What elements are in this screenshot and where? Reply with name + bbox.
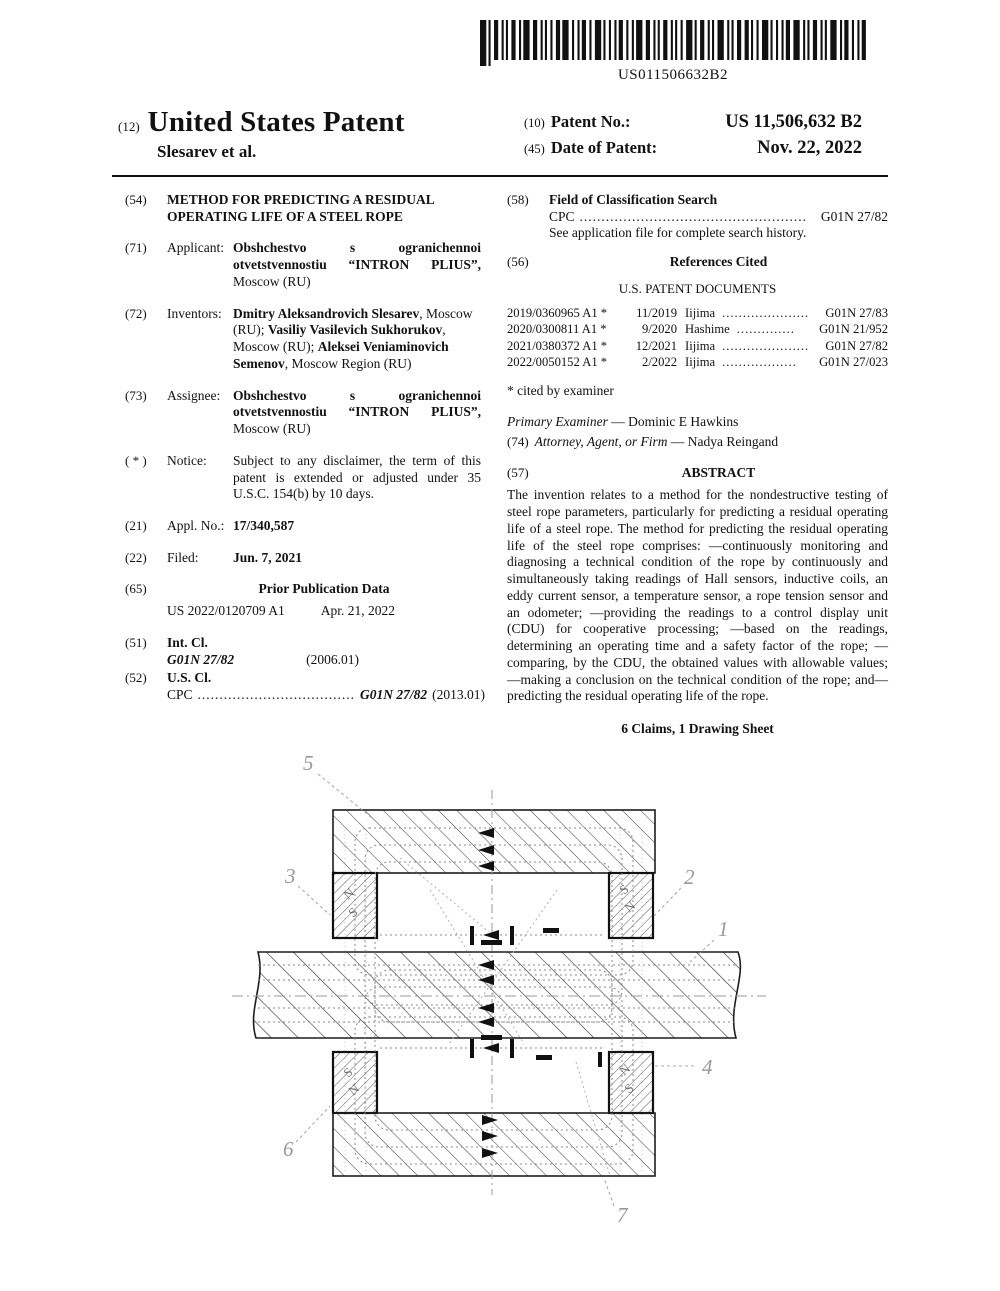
- abstract-text: The invention relates to a method for the nondestructive testing of steel rope parameters, particularly for predicting a residual operating life of a steel rope. The method for predicting the residual operating life of the steel rope comprises: —continuously monitoring and diagnosing a technical condition of the rope by continuously and simultaneously taking readings of Hall sensors, inductive coils, an eddy current sensor, a temperature sensor, a rope tension sensor and an odometer; —providing the readings to a control display unit (CDU) for cooperative processing; —based on the readings, determining an operating time and a safety factor of the rope; —comparing, by the CDU, the obtained values with allowable values; —making a conclusion on the technical condition of the rope; and—predicting the residual operating life of the rope.: [507, 487, 888, 704]
- prior-pub-date: Apr. 21, 2022: [320, 603, 396, 619]
- header-rule: [112, 175, 888, 177]
- prior-pub-row: [167, 603, 481, 620]
- left-column: [125, 192, 486, 738]
- pole-letter: S: [340, 1064, 356, 1081]
- pole-letter: S: [621, 1080, 637, 1097]
- us-cl-leader: ....................................: [197, 687, 356, 703]
- pole-letter: N: [340, 884, 358, 903]
- date-value: Nov. 22, 2022: [757, 138, 862, 158]
- patent-no-value: US 11,506,632 B2: [725, 112, 862, 132]
- inventors-value: Dmitry Aleksandrovich Slesarev, Moscow (RU); Vasiliy Vasilevich Sukhorukov, Moscow (RU); Aleksei Veniaminovich Semenov, Moscow Region (RU): [233, 305, 473, 371]
- header-left: [118, 106, 405, 162]
- patent-no-field-code: (10): [524, 116, 545, 130]
- field-73-assignee: (73) Assignee: Obshchestvo s ogranichennoi otvetstvennostiu “INTRON PLIUS”, Moscow (RU): [125, 387, 481, 437]
- pole-letter: N: [345, 1080, 363, 1099]
- field-71-applicant: (71) Applicant: Obshchestvo s ogranichennoi otvetstvennostiu “INTRON PLIUS”, Moscow (RU): [125, 240, 481, 289]
- applicant-label: Applicant:: [167, 240, 224, 256]
- callout-5: 5: [303, 751, 314, 775]
- callout-3: 3: [285, 864, 296, 888]
- attorney-line: (74) Attorney, Agent, or Firm — Nadya Reingand: [507, 433, 779, 449]
- field-search-value: G01N 27/82: [820, 208, 888, 224]
- reference-row: 2020/0300811 A1 * 9/2020 Hashime .............. G01N 21/952: [507, 322, 888, 337]
- field-52-us-cl: (52) U.S. Cl. CPC .................................... G01N 27/82 (2013.01): [125, 670, 486, 703]
- notice-label: Notice:: [167, 452, 207, 468]
- reference-row: 2019/0360965 A1 * 11/2019 Iijima ..................... G01N 27/83: [507, 306, 888, 321]
- us-cl-block: [167, 670, 485, 703]
- kind-code-number: (12): [118, 119, 140, 134]
- abstract-heading: ABSTRACT: [681, 464, 756, 480]
- field-search-cpc: CPC: [549, 208, 575, 224]
- appl-no-label: Appl. No.:: [167, 518, 225, 534]
- int-cl-row: [167, 652, 481, 669]
- patent-no-label: Patent No.:: [550, 112, 631, 131]
- barcode-image: [478, 20, 868, 66]
- field-search-block: [549, 192, 888, 242]
- field-search-leader: ....................................................: [579, 208, 808, 224]
- us-cl-year: (2013.01): [432, 687, 486, 703]
- us-cl-heading: U.S. Cl.: [167, 670, 212, 686]
- appl-no-value: 17/340,587: [233, 518, 295, 534]
- assignee-value: Obshchestvo s ogranichennoi otvetstvennostiu “INTRON PLIUS”, Moscow (RU): [233, 387, 481, 437]
- callout-7: 7: [617, 1203, 628, 1227]
- cited-by-examiner-note: * cited by examiner: [507, 383, 614, 399]
- us-cl-row: [167, 687, 485, 704]
- bottom-yoke: [333, 1113, 655, 1176]
- int-cl-heading: Int. Cl.: [167, 634, 208, 650]
- prior-pub-block: [167, 581, 481, 619]
- field-search-note: See application file for complete search history.: [549, 225, 807, 241]
- reference-list: [507, 305, 888, 370]
- field-56-references: (56) References Cited: [507, 254, 888, 271]
- barcode-number: US011506632B2: [617, 67, 729, 83]
- steel-rope: [254, 952, 741, 1038]
- notice-text: Subject to any disclaimer, the term of this patent is extended or adjusted under 35 U.S.C. 154(b) by 10 days.: [233, 452, 481, 502]
- callout-4: 4: [702, 1055, 713, 1079]
- int-cl-block: [167, 635, 481, 668]
- field-notice: ( * ) Notice: Subject to any disclaimer, the term of this patent is extended or adjusted under 35 U.S.C. 154(b) by 10 days.: [125, 452, 481, 502]
- field-search-row: [549, 209, 888, 226]
- prior-pub-heading: Prior Publication Data: [258, 581, 390, 597]
- date-field-code: (45): [524, 142, 545, 156]
- int-cl-year: (2006.01): [306, 651, 359, 667]
- reference-row: 2021/0380372 A1 * 12/2021 Iijima ..................... G01N 27/82: [507, 338, 888, 353]
- right-column: [507, 192, 888, 738]
- date-label: Date of Patent:: [550, 138, 658, 157]
- prior-pub-number: US 2022/0120709 A1: [167, 603, 285, 619]
- callout-2: 2: [684, 865, 695, 889]
- pole-letter: S: [616, 881, 632, 898]
- header-right: [524, 112, 862, 164]
- assignee-label: Assignee:: [167, 387, 221, 403]
- field-22-filed: (22) Filed: Jun. 7, 2021: [125, 550, 481, 567]
- abstract-header: (57) ABSTRACT: [507, 465, 888, 482]
- field-51-int-cl: (51) Int. Cl. G01N 27/82 (2006.01): [125, 635, 481, 668]
- primary-examiner-line: Primary Examiner — Dominic E Hawkins: [507, 414, 739, 430]
- field-search-heading: Field of Classification Search: [549, 192, 718, 207]
- us-patent-documents-heading: U.S. PATENT DOCUMENTS: [618, 280, 777, 296]
- inventors-label: Inventors:: [167, 305, 222, 321]
- us-cl-cpc: CPC: [167, 687, 193, 703]
- bottom-right-magnet: [609, 1052, 653, 1113]
- reference-row: 2022/0050152 A1 * 2/2022 Iijima .................. G01N 27/023: [507, 355, 888, 370]
- pole-letter: N: [616, 1060, 634, 1079]
- us-cl-code: G01N 27/82: [360, 687, 428, 703]
- callout-6: 6: [283, 1137, 294, 1161]
- claims-line: 6 Claims, 1 Drawing Sheet: [621, 720, 774, 736]
- pole-letter: N: [621, 897, 639, 916]
- field-21-appl-no: (21) Appl. No.: 17/340,587: [125, 518, 481, 535]
- filed-label: Filed:: [167, 549, 199, 565]
- field-58-classification-search: (58) Field of Classification Search CPC .................................................... G01N 27/82 See application file for complete search history.: [507, 192, 888, 241]
- inventor-short-line: Slesarev et al.: [157, 142, 257, 161]
- field-54-title: (54) METHOD FOR PREDICTING A RESIDUAL OPERATING LIFE OF A STEEL ROPE: [125, 192, 481, 225]
- int-cl-code: G01N 27/82: [167, 651, 235, 667]
- pole-letter: S: [345, 904, 361, 921]
- applicant-value: Obshchestvo s ogranichennoi otvetstvennostiu “INTRON PLIUS”, Moscow (RU): [233, 240, 481, 289]
- callout-1: 1: [718, 917, 729, 941]
- document-title: United States Patent: [147, 106, 405, 138]
- barcode: [478, 20, 868, 84]
- figure-drawing: [0, 740, 1000, 1240]
- field-72-inventors: (72) Inventors: Dmitry Aleksandrovich Slesarev, Moscow (RU); Vasiliy Vasilevich Sukhorukov, Moscow (RU); Aleksei Veniaminovich Semenov, Moscow Region (RU): [125, 306, 481, 373]
- invention-title: METHOD FOR PREDICTING A RESIDUAL OPERATING LIFE OF A STEEL ROPE: [167, 192, 435, 224]
- field-65-prior-publication: (65) Prior Publication Data US 2022/0120709 A1 Apr. 21, 2022: [125, 581, 481, 619]
- filed-value: Jun. 7, 2021: [233, 549, 303, 565]
- references-heading: References Cited: [669, 254, 768, 270]
- bibliographic-columns: [125, 192, 888, 738]
